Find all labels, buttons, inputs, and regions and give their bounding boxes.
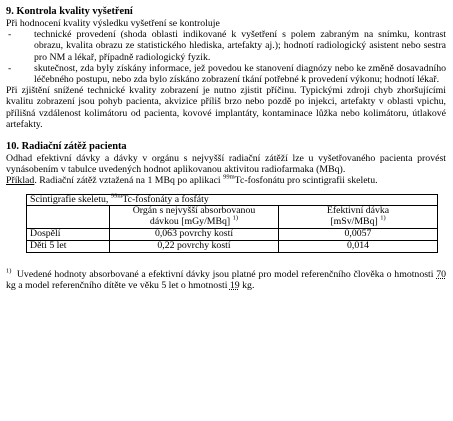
footnote-mark: 1) [232,214,239,222]
list-item [6,63,446,85]
table-row [27,229,438,241]
section-9-intro: Při hodnocení kvality výsledku vyšetření se kontroluje [6,18,220,29]
list-dash: - [8,62,12,74]
list-dash: - [8,29,12,41]
row-label: Dospělí [27,229,110,241]
effective-dose-value: 0,0057 [279,229,438,241]
table-header-row [27,206,438,229]
section-10-example [6,175,446,186]
example-text-before: . Radiační zátěž vztažená na 1 MBq po aplikaci [34,175,224,187]
adult-mass: 70 [436,268,446,280]
effective-dose-value: 0,014 [279,240,438,252]
table-title: Scintigrafie skeletu, $^{99m}$Tc-fosfonáty a fosfáty [27,194,438,206]
section-10-heading: 10. Radiační zátěž pacienta [6,141,127,153]
section-10-paragraph: Odhad efektivní dávky a dávky v orgánu s nejvyšší radiační zátěží lze u vyšetřovaného pacienta provést vynásobením v tabulce uvedených hodnot aplikovanou aktivitou radiofarmaka (MBq). [6,153,446,176]
example-label: Příklad [6,175,35,187]
list-item-text: technické provedení (shoda oblasti indikované k vyšetření s polem zabraným na snímku, kontrast obrazu, kvalita obrazu ze statistického hlediska, artefakty aj.); hodnotí radiologický asistent nebo sestra pro NM a lékař, případně radiologický fyzik. [34,29,446,63]
row-label: Děti 5 let [27,240,110,252]
footnote: $^{1)}$ Uvedené hodnoty absorbované a efektivní dávky jsou platné pro model referenčního člověka o hmotnosti 70 kg a model referenčního dítěte ve věku 5 let o hmotnosti 19 kg. [6,267,446,291]
footnote-mark: 1) [6,267,12,275]
list-item-text: skutečnost, zda byly získány informace, jež povedou ke stanovení diagnózy nebo ke změně dosavadního léčebného postupu, nebo zda bylo získáno zobrazení tkání potřebné k provedení výkonu; hodnotí lékař. [34,62,446,86]
radiation-dose-table [26,194,438,253]
table-title-row [27,194,438,206]
table-row [27,240,438,252]
isotope-superscript: 99m [110,192,123,200]
quality-check-list [6,29,446,85]
document-page [6,6,446,291]
isotope-superscript: 99m [223,174,235,182]
header-empty-cell [27,206,110,229]
header-effective-dose: Efektivní dávka [mSv/MBq] $^{1)}$ [279,206,438,229]
organ-dose-value: 0,22 povrchy kostí [110,240,279,252]
section-9-heading: 9. Kontrola kvality vyšetření [6,6,133,17]
organ-dose-value: 0,063 povrchy kostí [110,229,279,241]
example-text-after: Tc-fosfonátu pro scintigrafii skeletu. [234,175,378,187]
section-9-closing: Při zjištění snížené technické kvality zobrazení je nutno zjistit příčinu. Typickými zdroji chyb zhoršujícími kvalitu zobrazení jsou pohyb pacienta, akvizice příliš brzo nebo pozdě po injekci, artefakty v oblasti vpichu, přílišná vzdálenost kolimátoru od pacienta, kovové implantáty, kontaminace lůžka nebo kolimátoru, útlakové artefakty. [6,85,446,130]
footnote-mark: 1) [380,214,386,222]
child-mass: 19 [229,279,240,291]
header-organ-dose: Orgán s nejvyšší absorbovanou dávkou [mGy/MBq] $^{1)}$ [110,206,279,229]
list-item [6,29,446,63]
